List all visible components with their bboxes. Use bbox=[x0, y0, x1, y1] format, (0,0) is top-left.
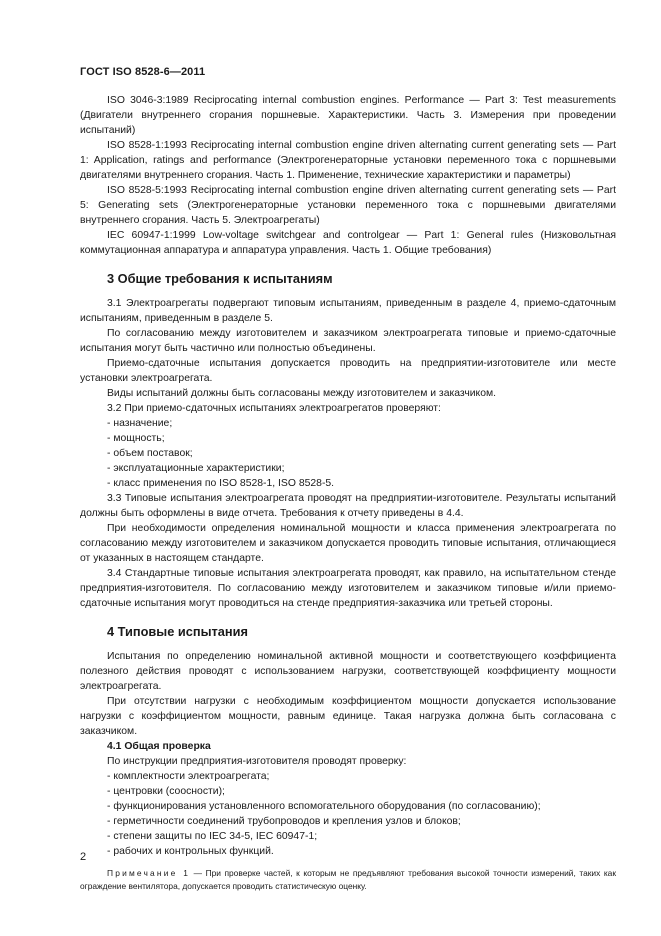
list-item: - функционирования установленного вспомогательного оборудования (по согласованию); bbox=[107, 801, 541, 812]
note-1 bbox=[80, 867, 616, 893]
note-text: — При проверке частей, к которым не предъявляют требования высокой точности измерений, таких как ограждение вентилятора, допускается проводить статистическую оценку. bbox=[80, 868, 616, 891]
reference-iso-3046-3: ISO 3046-3:1989 Reciprocating internal combustion engines. Performance — Part 3: Test measurements (Двигатели внутреннего сгорания поршневые. Характеристики. Часть 3. Измерения при проведении испытаний) bbox=[80, 95, 616, 136]
note-label: Примечание 1 bbox=[107, 868, 191, 878]
paragraph: При необходимости определения номинальной мощности и класса применения электроагрегата по согласованию между изготовителем и заказчиком допускается проводить типовые испытания, отличающиеся от указанных в настоящем стандарте. bbox=[80, 523, 616, 564]
subsection-4-1-heading: 4.1 Общая проверка bbox=[107, 741, 211, 752]
list-item: - комплектности электроагрегата; bbox=[107, 771, 270, 782]
list-item: - назначение; bbox=[107, 418, 173, 429]
paragraph: Испытания по определению номинальной активной мощности и соответствующего коэффициента полезного действия проводят с использованием нагрузки, соответствующей коэффициенту мощности электроагрегата. bbox=[80, 651, 616, 692]
paragraph: По инструкции предприятия-изготовителя проводят проверку: bbox=[107, 756, 407, 767]
list-item: - герметичности соединений трубопроводов и крепления узлов и блоков; bbox=[107, 816, 461, 827]
paragraph: По согласованию между изготовителем и заказчиком электроагрегата типовые и приемо-сдаточные испытания могут быть частично или полностью объединены. bbox=[80, 328, 616, 354]
page-number: 2 bbox=[80, 851, 87, 863]
list-item: - рабочих и контрольных функций. bbox=[107, 846, 274, 857]
reference-iso-8528-1: ISO 8528-1:1993 Reciprocating internal combustion engine driven alternating current generating sets — Part 1: Application, ratings and performance (Электрогенераторные установки переменного тока с поршневыми двигателями внутреннего сгорания. Часть 1. Применение, технические характеристики и параметры) bbox=[80, 140, 616, 181]
paragraph-3-2: 3.2 При приемо-сдаточных испытаниях электроагрегатов проверяют: bbox=[107, 403, 441, 414]
list-item: - мощность; bbox=[107, 433, 165, 444]
page-header: ГОСТ ISO 8528-6—2011 bbox=[80, 66, 206, 78]
section-4-heading: 4 Типовые испытания bbox=[107, 624, 248, 639]
paragraph: Виды испытаний должны быть согласованы между изготовителем и заказчиком. bbox=[107, 388, 497, 399]
reference-iec-60947-1: IEC 60947-1:1999 Low-voltage switchgear and controlgear — Part 1: General rules (Низковольтная коммутационная аппаратура и аппаратура управления. Часть 1. Общие требования) bbox=[80, 230, 616, 256]
page-content bbox=[80, 93, 616, 893]
reference-iso-8528-5: ISO 8528-5:1993 Reciprocating internal combustion engine driven alternating current generating sets — Part 5: Generating sets (Электрогенераторные установки переменного тока с поршневыми двигателями внутреннего сгорания. Часть 5. Электроагрегаты) bbox=[80, 185, 616, 226]
list-item: - эксплуатационные характеристики; bbox=[107, 463, 285, 474]
paragraph-3-1: 3.1 Электроагрегаты подвергают типовым испытаниям, приведенным в разделе 4, приемо-сдаточным испытаниям, приведенным в разделе 5. bbox=[80, 298, 616, 324]
list-item: - объем поставок; bbox=[107, 448, 193, 459]
list-item: - степени защиты по IEC 34-5, IEC 60947-1; bbox=[107, 831, 318, 842]
list-item: - центровки (соосности); bbox=[107, 786, 225, 797]
paragraph: Приемо-сдаточные испытания допускается проводить на предприятии-изготовителе или месте установки электроагрегата. bbox=[80, 358, 616, 384]
paragraph-3-3: 3.3 Типовые испытания электроагрегата проводят на предприятии-изготовителе. Результаты испытаний должны быть оформлены в виде отчета. Требования к отчету приведены в 4.4. bbox=[80, 493, 616, 519]
paragraph-3-4: 3.4 Стандартные типовые испытания электроагрегата проводят, как правило, на испытательном стенде предприятия-изготовителя. По согласованию между изготовителем и заказчиком типовые и/или приемо-сдаточные испытания могут проводиться на стенде предприятия-заказчика или третьей стороны. bbox=[80, 568, 616, 609]
paragraph: При отсутствии нагрузки с необходимым коэффициентом мощности допускается использование нагрузки с коэффициентом мощности, равным единице. Такая нагрузка должна быть согласована с заказчиком. bbox=[80, 696, 616, 737]
section-3-heading: 3 Общие требования к испытаниям bbox=[107, 271, 333, 286]
list-item: - класс применения по ISO 8528-1, ISO 8528-5. bbox=[107, 478, 335, 489]
